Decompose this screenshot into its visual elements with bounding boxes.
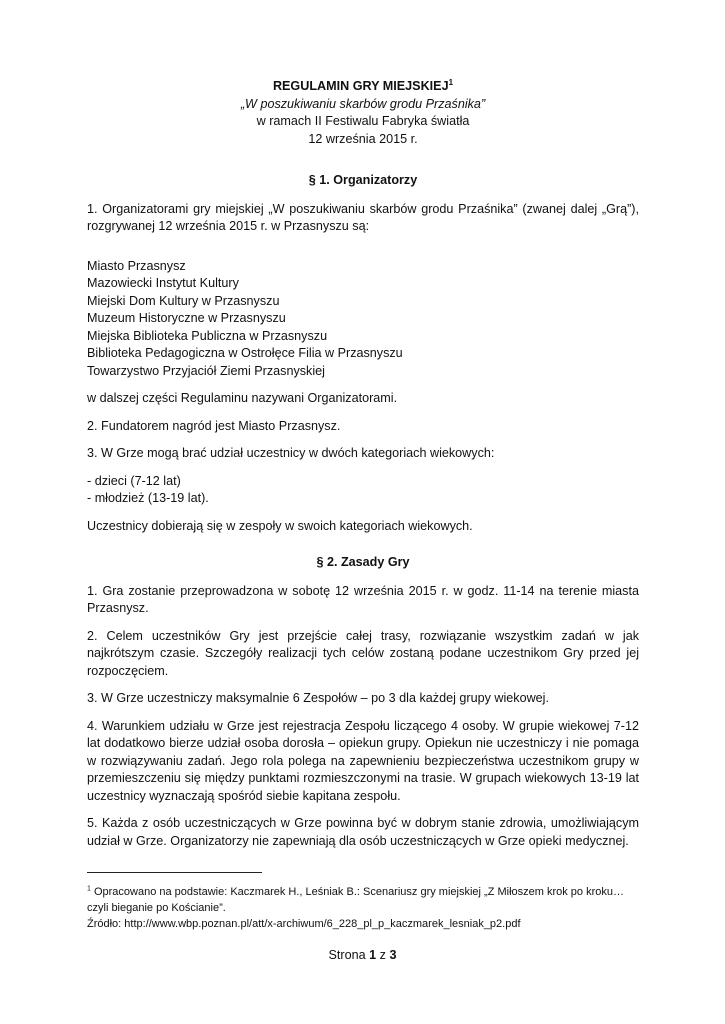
organizer-item: Miejski Dom Kultury w Przasnyszu: [87, 293, 280, 308]
section-1-heading: § 1. Organizatorzy: [308, 173, 418, 187]
document-subtitle: „W poszukiwaniu skarbów grodu Przaśnika”: [240, 96, 486, 111]
footnote-divider: [87, 872, 262, 873]
organizer-item: Muzeum Historyczne w Przasnyszu: [87, 311, 286, 325]
section-2-paragraph-3: 3. W Grze uczestniczy maksymalnie 6 Zespołów – po 3 dla każdej grupy wiekowej.: [87, 691, 549, 705]
footnote-number: 1: [87, 885, 91, 893]
page-content: [87, 78, 639, 860]
current-page-number: 1: [369, 948, 377, 962]
section-2-paragraph-2: 2. Celem uczestników Gry jest przejście całej trasy, rozwiązanie wszystkim zadań w jak najkrótszym czasie. Szczegóły realizacji tych celów zostaną podane uczestnikom Gry przed jej rozpoczęciem.: [87, 628, 639, 678]
section-1-paragraph-3: 3. W Grze mogą brać udział uczestnicy w dwóch kategoriach wiekowych:: [87, 446, 495, 460]
organizer-item: Miasto Przasnysz: [87, 258, 186, 273]
event-date: 12 września 2015 r.: [308, 131, 418, 146]
section-1-paragraph-2: 2. Fundatorem nagród jest Miasto Przasnysz.: [87, 418, 341, 433]
organizer-item: Biblioteka Pedagogiczna w Ostrołęce Filia w Przasnyszu: [87, 346, 403, 360]
age-group-item: - młodzież (13-19 lat).: [87, 491, 209, 505]
section-2-paragraph-4: 4. Warunkiem udziału w Grze jest rejestracja Zespołu liczącego 4 osoby. W grupie wiekowej 7-12 lat dodatkowo bierze udział osoba dorosła – opiekun grupy. Opiekun nie uczestniczy i nie pomaga w rozwiązywaniu zadań. Jego rola polega na zapewnieniu bezpieczeństwa uczestnikom grupy w przemieszczeniu się między punktami rozmieszczonymi na trasie. W grupach wiekowych 13-19 lat uczestnicy wyznaczają spośród siebie kapitana zespołu.: [87, 718, 639, 803]
section-1-paragraph-1: 1. Organizatorami gry miejskiej „W poszukiwaniu skarbów grodu Przaśnika” (zwanej dalej „Grą”), rozgrywanej 12 września 2015 r. w Przasnyszu są:: [87, 201, 639, 233]
age-group-item: - dzieci (7-12 lat): [87, 473, 181, 488]
age-groups-list: [87, 473, 639, 508]
footnote-source[interactable]: Źródło: http://www.wbp.poznan.pl/att/x-archiwum/6_228_pl_p_kaczmarek_lesniak_p2.pdf: [87, 918, 521, 930]
footnote-ref[interactable]: 1: [448, 77, 454, 87]
section-2-paragraph-5: 5. Każda z osób uczestniczących w Grze powinna być w dobrym stanie zdrowia, umożliwiającym udział w Grze. Organizatorzy nie zapewniają dla osób uczestniczących w Grze opieki medycznej.: [87, 816, 639, 848]
footnote-text: [87, 884, 647, 916]
organizers-list: [87, 258, 639, 381]
document-title-text: REGULAMIN GRY MIEJSKIEJ: [272, 79, 449, 93]
document-header: [87, 78, 639, 148]
page-separator: z: [379, 948, 386, 962]
section-1-teams-paragraph: Uczestnicy dobierają się w zespoły w swoich kategoriach wiekowych.: [87, 518, 473, 533]
footnote: [87, 884, 647, 932]
footnote-line-1: Opracowano na podstawie: Kaczmarek H., Leśniak B.: Scenariusz gry miejskiej „Z Miłoszem krok po kroku… czyli bieganie po Kościanie”.: [87, 886, 624, 914]
organizer-item: Miejska Biblioteka Publiczna w Przasnyszu: [87, 328, 328, 343]
organizer-item: Mazowiecki Instytut Kultury: [87, 276, 239, 290]
section-2-heading: § 2. Zasady Gry: [316, 555, 410, 569]
organizers-note: w dalszej części Regulaminu nazywani Organizatorami.: [87, 391, 398, 405]
section-2-paragraph-1: 1. Gra zostanie przeprowadzona w sobotę 12 września 2015 r. w godz. 11-14 na terenie miasta Przasnysz.: [87, 583, 639, 615]
organizer-item: Towarzystwo Przyjaciół Ziemi Przasnyskiej: [87, 363, 325, 378]
page-label: Strona: [328, 948, 366, 962]
total-page-count: 3: [389, 948, 397, 962]
festival-line: w ramach II Festiwalu Fabryka światła: [256, 114, 470, 128]
page-footer: [0, 947, 725, 965]
document-title: [87, 78, 639, 96]
